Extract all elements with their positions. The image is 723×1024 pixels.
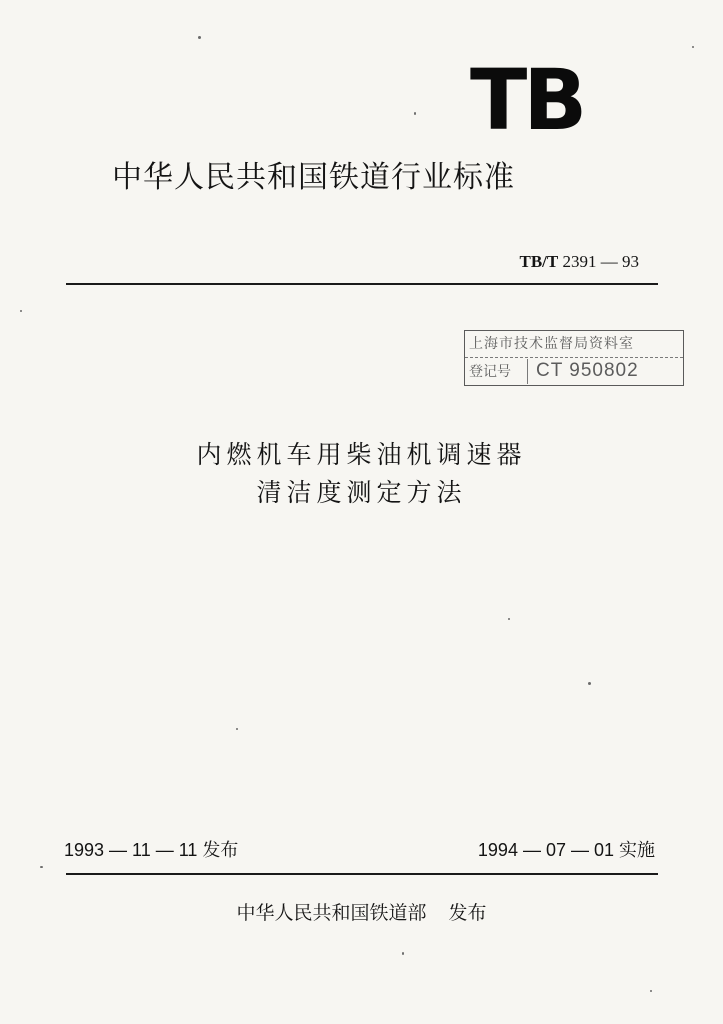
scan-speck <box>236 728 238 730</box>
standard-number <box>520 252 640 272</box>
scan-speck <box>508 618 510 620</box>
issue-date: 1993 — 11 — 11 发布 <box>64 840 239 860</box>
issuer-title: 中华人民共和国铁道行业标准 <box>112 160 515 195</box>
bottom-rule <box>66 873 658 875</box>
scan-speck <box>198 36 201 39</box>
document-title-line1: 内燃机车用柴油机调速器 <box>196 440 527 469</box>
scan-speck <box>40 866 43 868</box>
stamp-registration-row <box>465 358 683 384</box>
publisher-line <box>0 900 723 926</box>
scan-speck <box>650 990 652 992</box>
document-title-line2: 清洁度测定方法 <box>256 478 467 507</box>
tb-logo: TB <box>470 51 584 149</box>
library-stamp <box>464 330 684 386</box>
publisher-name: 中华人民共和国铁道部 <box>236 902 427 924</box>
stamp-reg-label: 登记号 <box>469 359 528 384</box>
publisher-action: 发布 <box>448 902 487 924</box>
scan-speck <box>414 112 416 115</box>
scan-speck <box>692 46 694 48</box>
stamp-reg-value: CT 950802 <box>536 360 639 381</box>
scan-speck <box>588 682 591 685</box>
top-rule <box>66 283 658 285</box>
standard-number-value: 2391 — 93 <box>562 252 639 271</box>
implementation-date: 1994 — 07 — 01 实施 <box>477 840 655 860</box>
scan-speck <box>20 310 22 312</box>
scan-speck <box>402 952 404 955</box>
stamp-organization: 上海市技术监督局资料室 <box>465 331 683 358</box>
standard-number-prefix: TB/T <box>519 252 559 271</box>
